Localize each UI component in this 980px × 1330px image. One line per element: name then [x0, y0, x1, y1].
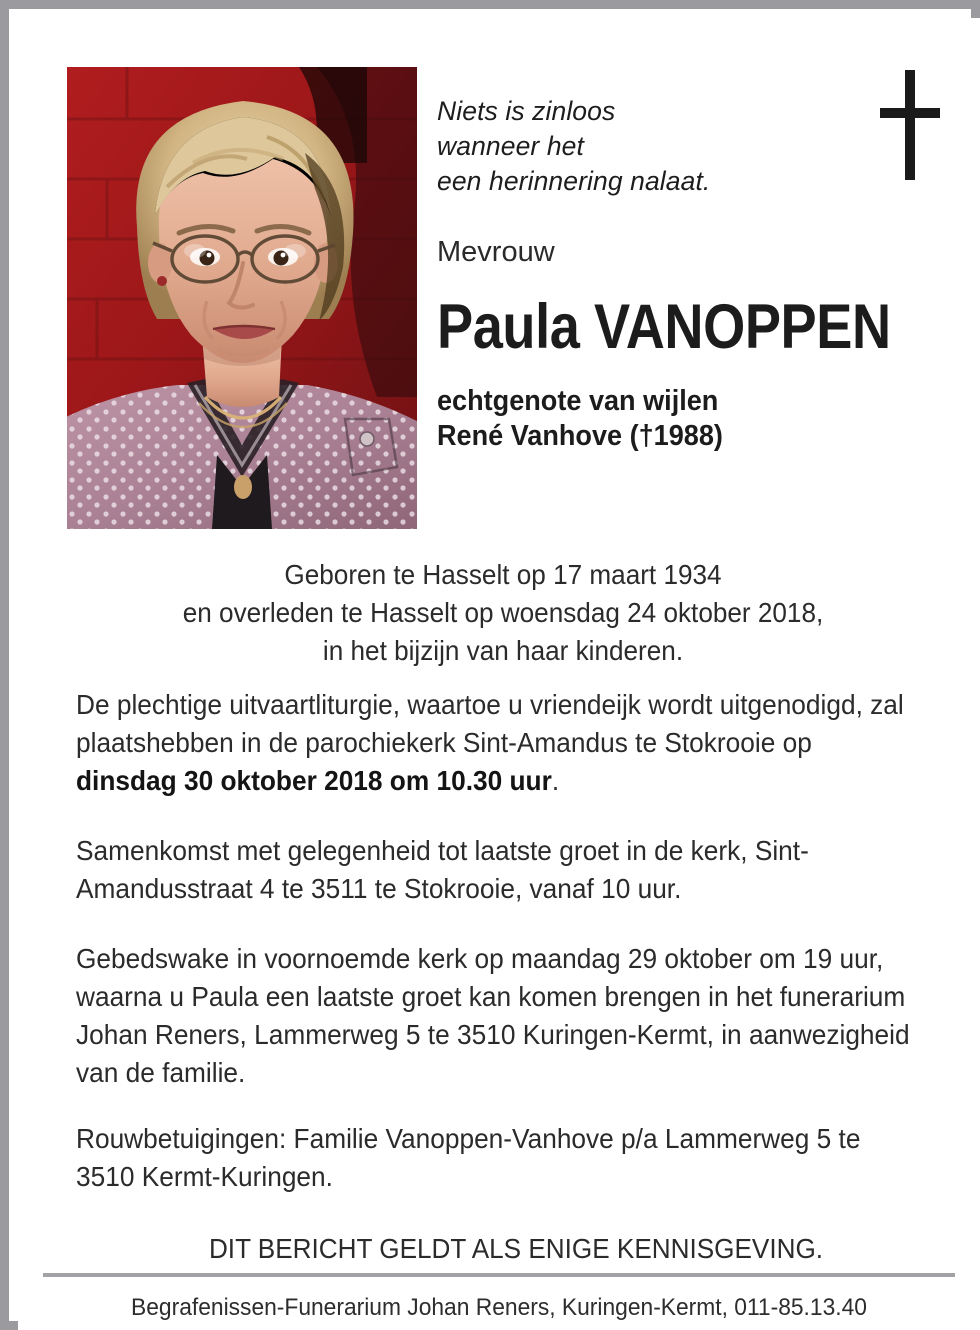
footer-divider: [43, 1273, 955, 1277]
header-column: [437, 94, 937, 454]
vitals-line-3: in het bijzijn van haar kinderen.: [322, 635, 684, 666]
deceased-name: Paula VANOPPEN: [437, 292, 891, 362]
memorial-quote: [437, 94, 937, 199]
portrait-photo: [67, 67, 417, 529]
announcement-body: [76, 686, 956, 1268]
vitals-line-2: en overleden te Hasselt op woensdag 24 oktober 2018,: [182, 597, 824, 628]
vitals-line-1: Geboren te Hasselt op 17 maart 1934: [284, 559, 722, 590]
quote-line-1: Niets is zinloos: [437, 96, 616, 126]
birth-death-details: [80, 556, 926, 670]
paragraph-condolences: Rouwbetuigingen: Familie Vanoppen-Vanhove p/a Lammerweg 5 te 3510 Kermt-Kuringen.: [76, 1123, 861, 1192]
announcement-card: [18, 18, 980, 1330]
spouse-line-2: René Vanhove (†1988): [437, 420, 723, 452]
paragraph-funeral-service: De plechtige uitvaartliturgie, waartoe u vriendeijk wordt uitgenodigd, zal plaatshebben in de parochiekerk Sint-Amandus te Stokrooie op dinsdag 30 oktober 2018 om 10.30 uur.: [76, 689, 904, 796]
single-notice-statement: DIT BERICHT GELDT ALS ENIGE KENNISGEVING.: [208, 1233, 824, 1264]
spouse-line-1: echtgenote van wijlen: [437, 385, 719, 417]
salutation: Mevrouw: [437, 236, 555, 268]
spouse-relation: [437, 384, 912, 454]
funeral-home-footer: Begrafenissen-Funerarium Johan Reners, Kuringen-Kermt, 011-85.13.40: [131, 1294, 867, 1321]
paragraph-gathering: Samenkomst met gelegenheid tot laatste groet in de kerk, Sint-Amandusstraat 4 te 3511 te Stokrooie, vanaf 10 uur.: [76, 835, 809, 904]
paragraph-prayer-vigil: Gebedswake in voornoemde kerk op maandag 29 oktober om 19 uur, waarna u Paula een laatste groet kan komen brengen in het funerarium Johan Reners, Lammerweg 5 te 3510 Kuringen-Kermt, in aanwezigheid van de familie.: [76, 943, 910, 1088]
quote-line-3: een herinnering nalaat.: [437, 166, 711, 196]
quote-line-2: wanneer het: [437, 131, 584, 161]
